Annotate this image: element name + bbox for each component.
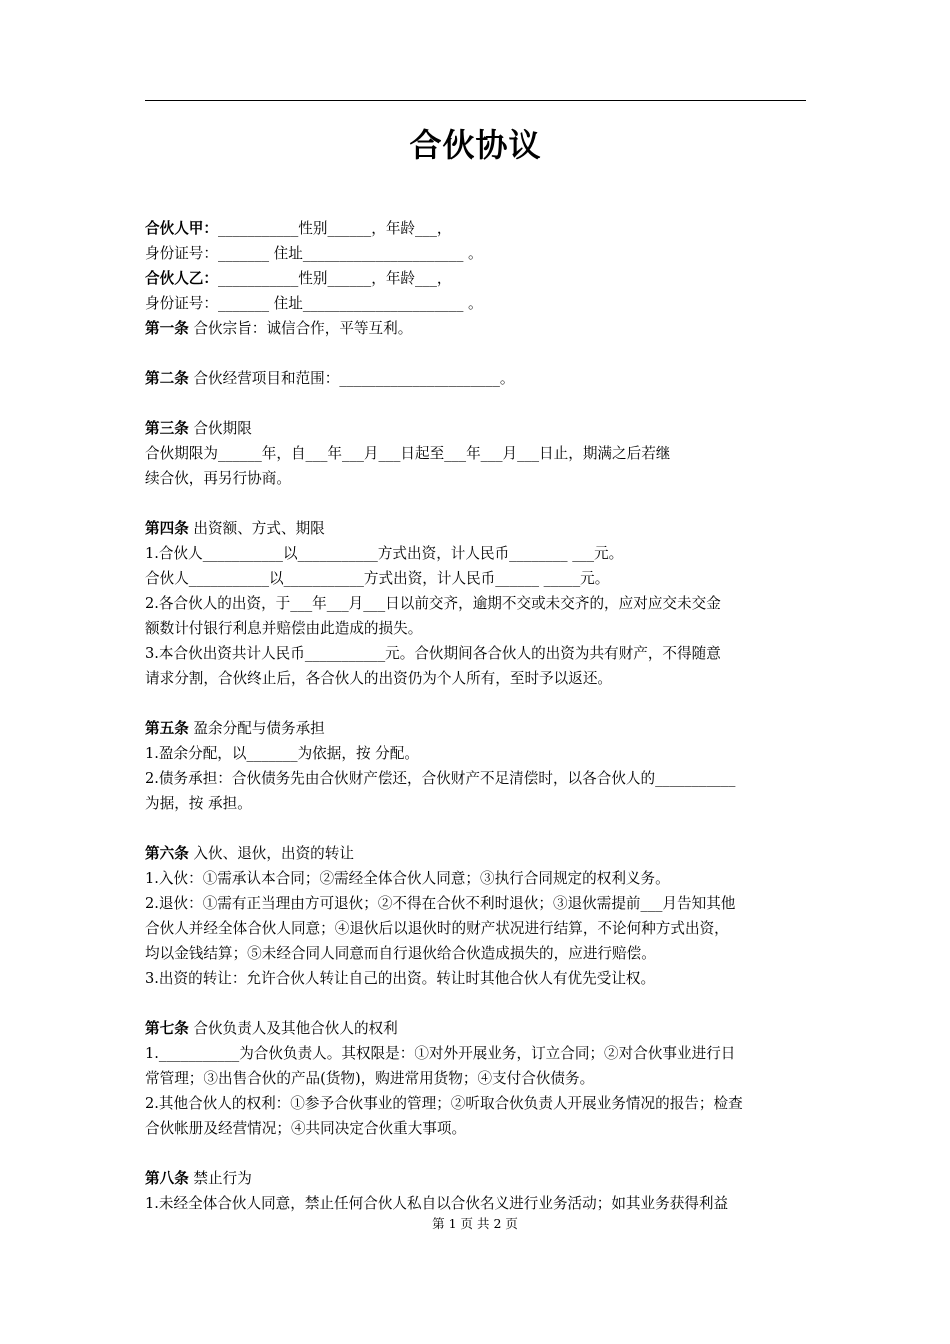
clause-number: 第六条 — [145, 845, 189, 862]
section-gap — [145, 391, 806, 416]
clause-title: 合伙负责人及其他合伙人的权利 — [188, 1020, 398, 1037]
party-b-line-1 — [145, 266, 806, 291]
document-body — [145, 216, 806, 1216]
clause-line: 续合伙，再另行协商。 — [145, 470, 291, 487]
clause-line: 合伙帐册及经营情况；④共同决定合伙重大事项。 — [145, 1120, 467, 1137]
clause-line: 1.合伙人___________以___________方式出资，计人民币________ ___元。 — [145, 545, 624, 562]
clause-heading — [145, 716, 806, 741]
clauses-container — [145, 316, 806, 1216]
clause-line: 1.未经全体合伙人同意，禁止任何合伙人私自以合伙名义进行业务活动；如其业务获得利益 — [145, 1195, 729, 1212]
clause-number: 第三条 — [145, 420, 189, 437]
clause-line: 3.出资的转让：允许合伙人转让自己的出资。转让时其他合伙人有优先受让权。 — [145, 970, 656, 987]
header-rule — [145, 100, 806, 101]
clause-line: 3.本合伙出资共计人民币___________元。合伙期间各合伙人的出资为共有财产，不得随意 — [145, 645, 721, 662]
clause-title: 合伙经营项目和范围：______________________。 — [188, 370, 515, 387]
clause-title: 盈余分配与债务承担 — [188, 720, 325, 737]
document-title: 合伙协议 — [409, 126, 542, 164]
party-a-label: 合伙人甲： — [145, 220, 218, 237]
clause-line: 合伙人并经全体合伙人同意；④退伙后以退伙时的财产状况进行结算，不论何种方式出资， — [145, 920, 729, 937]
section-gap — [145, 491, 806, 516]
party-b-line-2: 身份证号：_______ 住址______________________ 。 — [145, 295, 483, 312]
section-gap — [145, 691, 806, 716]
section-gap — [145, 816, 806, 841]
clause-line: 1.盈余分配，以_______为依据，按 分配。 — [145, 745, 419, 762]
clause-heading — [145, 1016, 806, 1041]
clause-heading — [145, 416, 806, 441]
clause-number: 第八条 — [145, 1170, 189, 1187]
clause-line: 2.其他合伙人的权利：①参予合伙事业的管理；②听取合伙负责人开展业务情况的报告；检查 — [145, 1095, 743, 1112]
clause-line: 2.债务承担：合伙债务先由合伙财产偿还，合伙财产不足清偿时，以各合伙人的___________ — [145, 770, 736, 787]
clause-line: 1.入伙：①需承认本合同；②需经全体合伙人同意；③执行合同规定的权利义务。 — [145, 870, 670, 887]
clause-line: 2.各合伙人的出资，于___年___月___日以前交齐，逾期不交或未交齐的，应对应交未交金 — [145, 595, 721, 612]
clause-number: 第七条 — [145, 1020, 189, 1037]
clause-number: 第五条 — [145, 720, 189, 737]
party-a-line-2: 身份证号：_______ 住址______________________ 。 — [145, 245, 483, 262]
clause-line: 额数计付银行利息并赔偿由此造成的损失。 — [145, 620, 423, 637]
clause-number: 第二条 — [145, 370, 189, 387]
clause-number: 第一条 — [145, 320, 189, 337]
clause-line: 1.___________为合伙负责人。其权限是：①对外开展业务，订立合同；②对合伙事业进行日 — [145, 1045, 736, 1062]
party-a-fields: ___________性别______，年龄___， — [217, 220, 452, 237]
clause-line: 均以金钱结算；⑤未经合同人同意而自行退伙给合伙造成损失的，应进行赔偿。 — [145, 945, 656, 962]
party-a-line-1 — [145, 216, 806, 241]
clause-line: 常管理；③出售合伙的产品(货物)，购进常用货物；④支付合伙债务。 — [145, 1070, 595, 1087]
clause-title: 合伙宗旨：诚信合作，平等互利。 — [188, 320, 413, 337]
clause-heading — [145, 1166, 806, 1191]
section-gap — [145, 341, 806, 366]
clause-line: 合伙人___________以___________方式出资，计人民币______ _____元。 — [145, 570, 610, 587]
clause-line: 2.退伙：①需有正当理由方可退伙；②不得在合伙不利时退伙；③退伙需提前___月告知其他 — [145, 895, 736, 912]
party-b-fields: ___________性别______，年龄___， — [217, 270, 452, 287]
clause-line: 为据，按 承担。 — [145, 795, 252, 812]
clause-heading — [145, 516, 806, 541]
section-gap — [145, 991, 806, 1016]
clause-title: 出资额、方式、期限 — [188, 520, 325, 537]
clause-title: 合伙期限 — [188, 420, 252, 437]
clause-line: 合伙期限为______年，自___年___月___日起至___年___月___日止，期满之后若继 — [145, 445, 671, 462]
clause-title: 禁止行为 — [188, 1170, 252, 1187]
clause-line: 请求分割，合伙终止后，各合伙人的出资仍为个人所有，至时予以返还。 — [145, 670, 613, 687]
clause-heading — [145, 366, 806, 391]
clause-title: 入伙、退伙，出资的转让 — [188, 845, 354, 862]
section-gap — [145, 1141, 806, 1166]
page-footer: 第 1 页 共 2 页 — [432, 1216, 518, 1231]
clause-heading — [145, 316, 806, 341]
clause-number: 第四条 — [145, 520, 189, 537]
party-b-label: 合伙人乙： — [145, 270, 218, 287]
clause-heading — [145, 841, 806, 866]
